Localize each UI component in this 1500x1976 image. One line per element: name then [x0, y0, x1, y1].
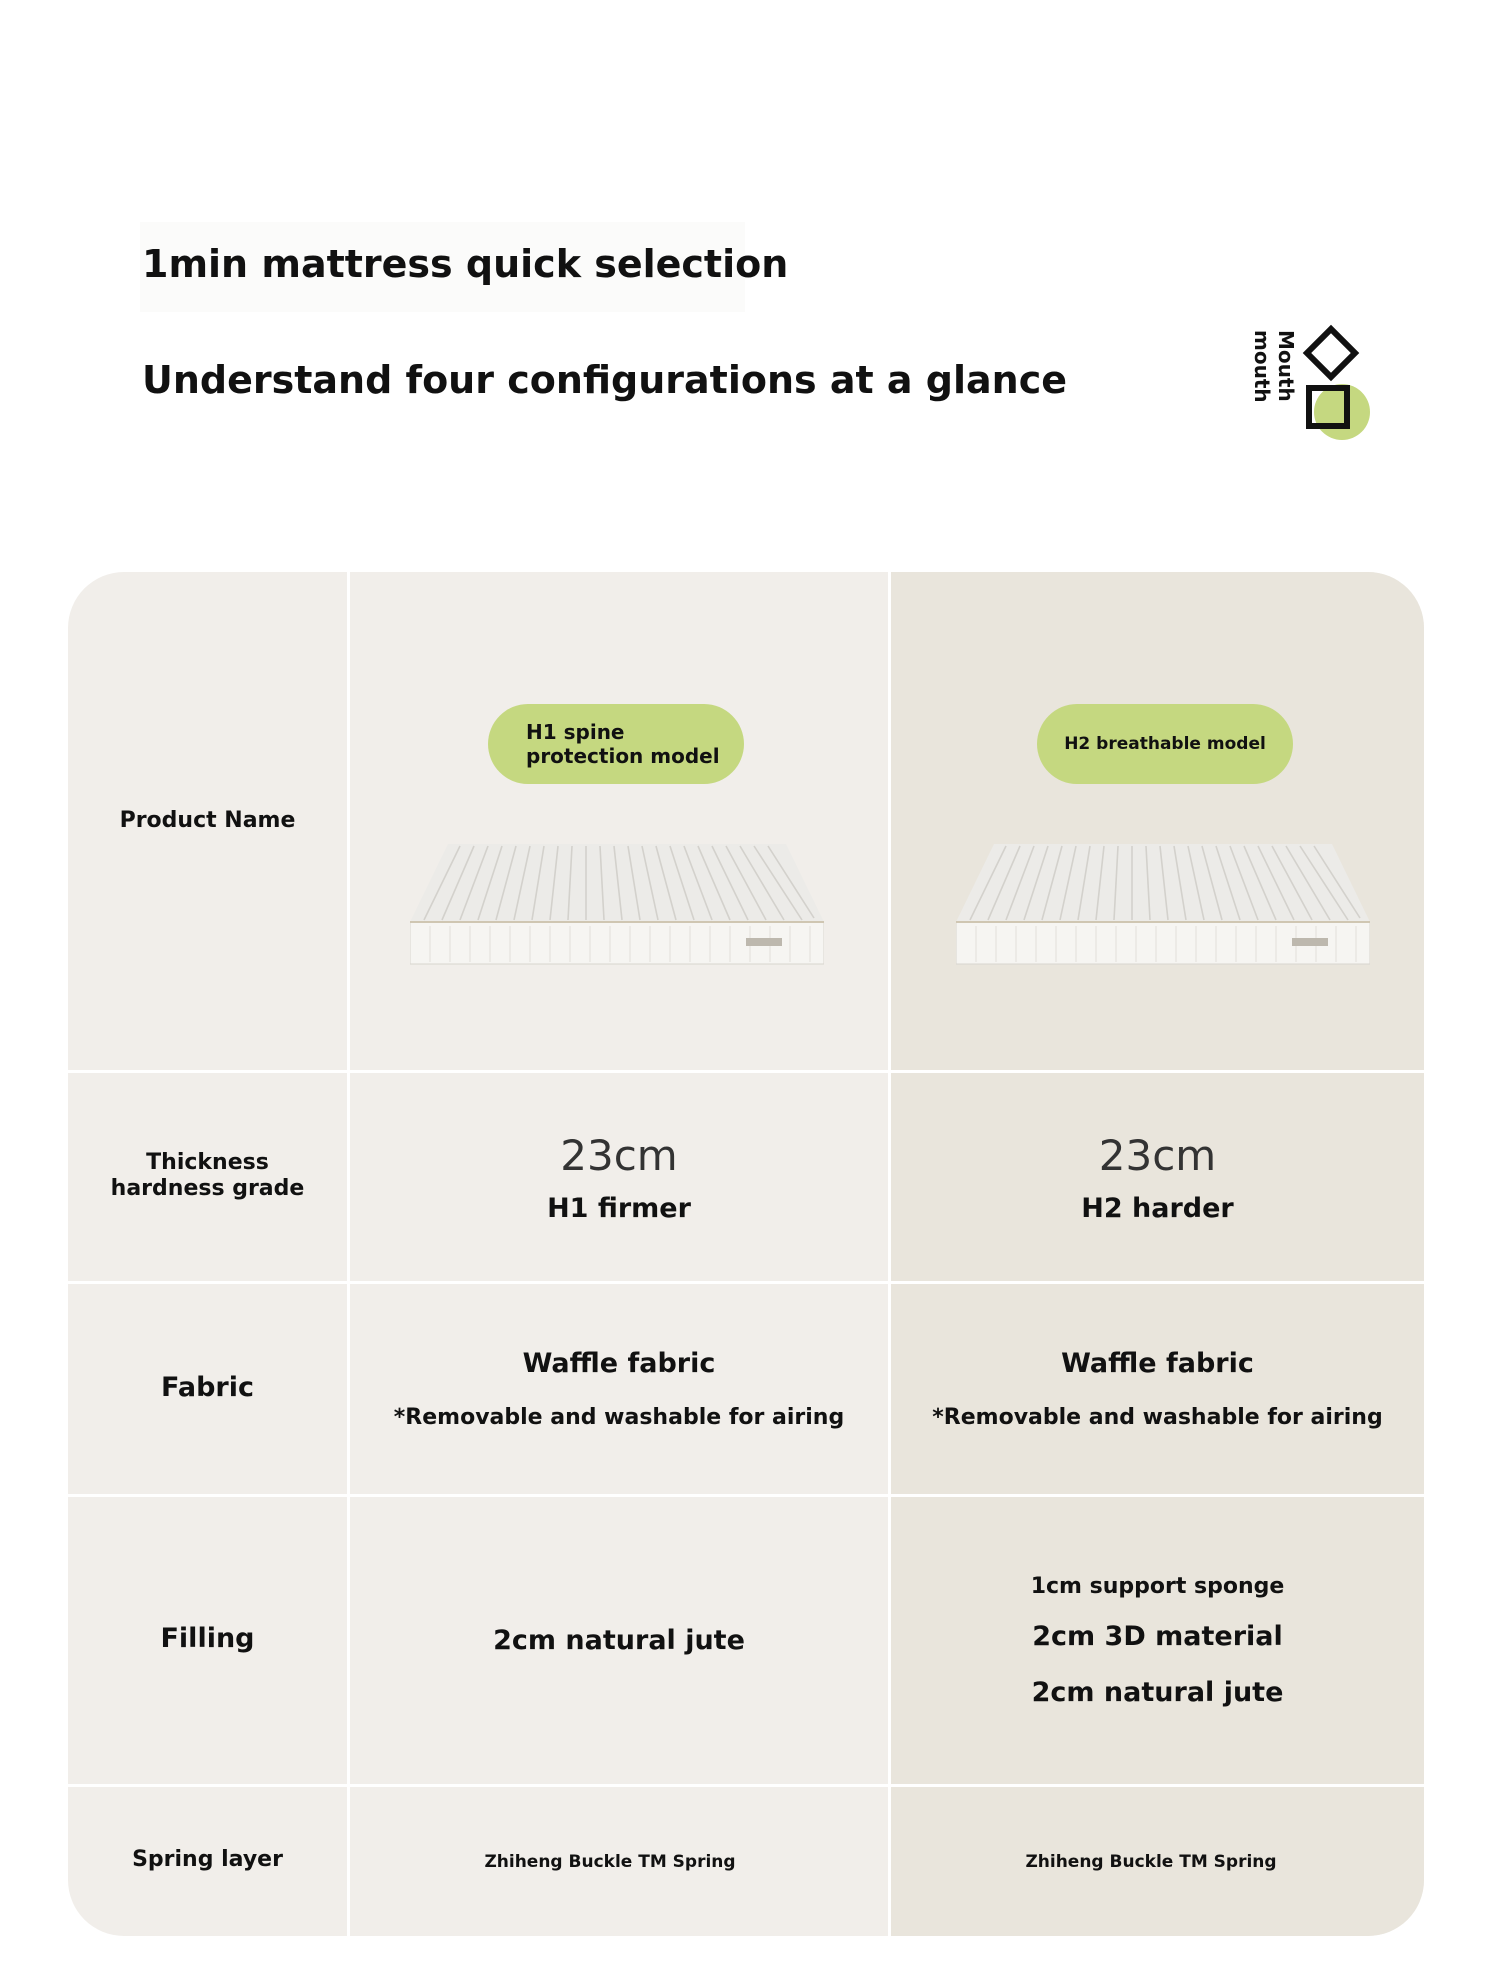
filling-cell-h2: [891, 1497, 1424, 1784]
row-label-text: Thickness hardness grade: [110, 1149, 305, 1201]
row-label-text: Filling: [160, 1623, 255, 1654]
spring-value: Zhiheng Buckle TM Spring: [484, 1851, 736, 1872]
row-label-text: Spring layer: [132, 1847, 283, 1872]
fabric-cell-h2: [891, 1284, 1424, 1494]
row-label-text: Fabric: [161, 1371, 254, 1403]
filling-item: 2cm 3D material: [1032, 1620, 1283, 1652]
title-block: [140, 222, 789, 312]
model-name: H1 spine protection model: [526, 720, 720, 768]
model-badge-h2: [1037, 704, 1293, 784]
hardness-grade: H2 harder: [1081, 1192, 1234, 1224]
filling-item: 2cm natural jute: [493, 1625, 745, 1656]
brand-logo: [1290, 322, 1370, 452]
mattress-image: [956, 840, 1370, 966]
fabric-note: *Removable and washable for airing: [393, 1405, 845, 1430]
filling-cell-h1: [350, 1497, 888, 1784]
row-label-fabric: [68, 1281, 347, 1494]
row-label-spring: [68, 1784, 347, 1936]
row-label-text: Product Name: [119, 808, 296, 833]
fabric-value: Waffle fabric: [1061, 1348, 1254, 1379]
filling-item: 2cm natural jute: [1031, 1676, 1284, 1708]
thickness-cell-h2: [891, 1073, 1424, 1281]
row-label-filling: [68, 1494, 347, 1784]
filling-item: 1cm support sponge: [1030, 1573, 1285, 1599]
page-subtitle: Understand four configurations at a glance: [142, 358, 1068, 402]
fabric-cell-h1: [350, 1284, 888, 1494]
row-label-product-name: [68, 572, 347, 1070]
page-title: 1min mattress quick selection: [142, 242, 789, 286]
hardness-grade: H1 firmer: [547, 1192, 691, 1224]
thickness-value: 23cm: [560, 1130, 678, 1180]
model-badge-h1: [488, 704, 744, 784]
thickness-cell-h1: [350, 1073, 888, 1281]
fabric-note: *Removable and washable for airing: [932, 1405, 1383, 1430]
mattress-image: [410, 840, 824, 966]
thickness-value: 23cm: [1098, 1130, 1217, 1180]
spring-cell-h2: [891, 1787, 1411, 1936]
fabric-value: Waffle fabric: [522, 1348, 716, 1379]
spring-value: Zhiheng Buckle TM Spring: [1025, 1851, 1277, 1872]
brand-text: Mouth mouth: [1250, 330, 1298, 403]
row-label-thickness: [98, 1070, 317, 1281]
green-circle-icon: [1314, 384, 1370, 440]
spring-cell-h1: [350, 1787, 870, 1936]
model-name: H2 breathable model: [1064, 734, 1266, 754]
comparison-table: [68, 572, 1424, 1936]
diamond-icon: [1307, 329, 1355, 377]
